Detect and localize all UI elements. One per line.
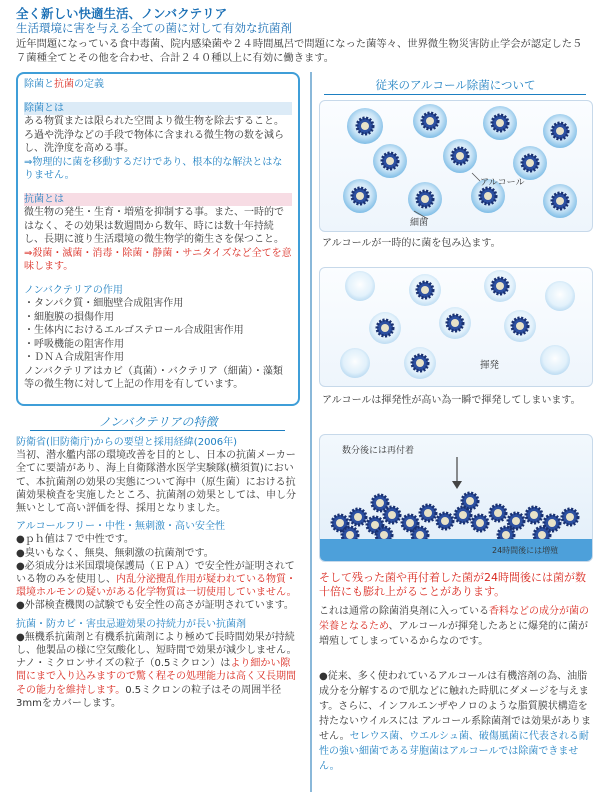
definition-box — [16, 72, 300, 406]
evaporation-image — [320, 268, 592, 386]
caption-evaporate: アルコールは揮発性が高い為一瞬で揮発してしまいます。 — [322, 395, 581, 406]
action-item: ・タンパク質・細胞壁合成阻害作用 — [24, 298, 184, 309]
jokin-text: ある物質または限られた空間より微生物を除去すること。ろ過や洗浄などの手段で物体に含まれる微生物の数を減らし、洗浄度を高める事。 — [24, 116, 284, 154]
alcohol-wrap-illustration — [319, 100, 593, 232]
label-evaporate: 揮発 — [480, 360, 500, 371]
action-item: ・呼吸機能の阻害作用 — [24, 338, 124, 350]
alcohol-evaporate-illustration — [319, 267, 593, 387]
page-title: 全く新しい快適生活、ノンバクテリア — [16, 6, 228, 21]
safety-heading: アルコールフリー・中性・無刺激・高い安全性 — [16, 521, 225, 533]
alcohol-droplets — [343, 104, 577, 218]
column-divider — [310, 72, 312, 792]
label-bacteria: 細菌 — [410, 218, 429, 228]
features-title: ノンバクテリアの特徴 — [98, 415, 218, 429]
page-subtitle: 生活環境に害を与える全ての菌に対して有効な抗菌剤 — [16, 21, 292, 35]
action-item: ・細胞膜の損傷作用 — [24, 311, 114, 323]
bacteria-colony — [332, 493, 578, 543]
label-alcohol: アルコール — [480, 178, 525, 188]
safety-item: ●外部検査機関の試験でも安全性の高さが証明されています。 — [16, 600, 294, 612]
alcohol-title: 従来のアルコール除菌について — [375, 78, 536, 92]
history-heading: 防衛省(旧防衛庁)からの要望と採用経緯(2006年) — [16, 437, 238, 448]
action-item: ・生体内におけるエルゴステロール合成阻害作用 — [24, 325, 244, 336]
regrowth-image — [320, 435, 592, 561]
jokin-label: 除菌とは — [24, 102, 292, 116]
alcohol-drawbacks: ●従来、多く使われているアルコールは有機溶剤の為、油脂成分を分解するので肌などに触れた時肌にダメージを与えます。さらに、インフルエンザやノロのような脂質膜状構造を持たないウイルスには アルコール系除菌剤では効果がありません。セレウス菌、ウエルシュ菌、破傷風菌に代表される耐性の強い細菌である芽胞菌はアルコールでは除菌できません。 — [319, 671, 591, 772]
action-heading: ノンバクテリアの作用 — [24, 284, 123, 296]
features-section — [16, 436, 300, 710]
safety-item: ●ｐｈ値は７で中性です。 — [16, 534, 134, 546]
features-underline — [30, 430, 285, 431]
history-text: 当初、潜水艦内部の環境改善を目的とし、日本の抗菌メーカー全てに要請があり、海上自衛隊潜水医学実験隊(横須賀)において、本抗菌剤の効果の実態について海中（原生菌）における抗菌効果検査を実施したところ、抗菌剤の効果としては、申し分無いとして高い評価を得、採用となりました。 — [16, 450, 296, 515]
safety-item: ●必須成分は米国環境保護局（ＥＰＡ）で安全性が証明されている物のみを使用し、内乱分泌攪乱作用が疑われている物質・環境ホルモンの疑いがある化学物質は一切使用していません。 — [16, 560, 297, 599]
safety-item: ●臭いもなく、無臭、無刺激の抗菌剤です。 — [16, 547, 214, 559]
regrowth-warning: そして残った菌や再付着した菌が24時間後には菌が数十倍にも膨れ上がることがあります。 — [319, 571, 586, 598]
regrowth-explanation: これは通常の除菌消臭剤に入っている香料などの成分が菌の栄養となるため、アルコールが揮発したあとに爆発的に菌が増殖してしまっているからなのです。 — [319, 606, 589, 647]
regrowth-illustration — [319, 434, 593, 562]
label-24h: 24時間後には増殖 — [492, 546, 559, 555]
action-item: ・ＤＮＡ合成阻害作用 — [24, 352, 124, 363]
label-reattach: 数分後には再付着 — [342, 446, 415, 456]
duration-item: ナノ・ミクロンサイズの粒子（0.5ミクロン）はより細かい隙間にまで入り込みますので驚く程その処理能力は高く又長期間その能力を維持します。0.5ミクロンの粒子はその周囲半径3mmをカバーします。 — [16, 658, 296, 709]
caption-wrap: アルコールが一時的に菌を包み込ます。 — [322, 238, 501, 249]
duration-item: ●無機系抗菌剤と有機系抗菌剤により極めて長時間効果が持続し、他製品の様に空気酸化し、短時間で効果が減少しません。 — [16, 631, 297, 657]
definition-heading: 除菌と抗菌の定義 — [24, 79, 104, 90]
action-summary: ノンバクテリアはカビ（真菌）・バクテリア（細菌）・藻類等の微生物に対して上記の作用を有しています。 — [24, 365, 283, 390]
kokin-label: 抗菌とは — [24, 193, 292, 207]
jokin-note: ⇒物理的に菌を移動するだけであり、根本的な解決とはなりません。 — [24, 156, 283, 181]
kokin-note: ⇒殺菌・滅菌・消毒・除菌・静菌・サニタイズなど全てを意味します。 — [24, 247, 292, 272]
bacteria-in-alcohol-image — [320, 101, 592, 231]
evaporating-droplets — [340, 270, 575, 379]
kokin-text: 微生物の発生・生育・増殖を抑制する事。また、一時的ではなく、その効果は数週間から数年、時には数十年持続し、長期に渡り生活環境の微生物学的衛生さを保つこと。 — [24, 207, 284, 245]
duration-heading: 抗菌・防カビ・害虫忌避効果の持続力が長い抗菌剤 — [16, 618, 246, 630]
alcohol-underline — [324, 94, 586, 95]
intro-text: 近年問題になっている食中毒菌、院内感染菌や２４時間風呂で問題になった菌等々、世界微生物災害防止学会が認定した５７菌種全てとその他を合わせ、合計２４０種以上に有効に働きます。 — [16, 38, 583, 64]
